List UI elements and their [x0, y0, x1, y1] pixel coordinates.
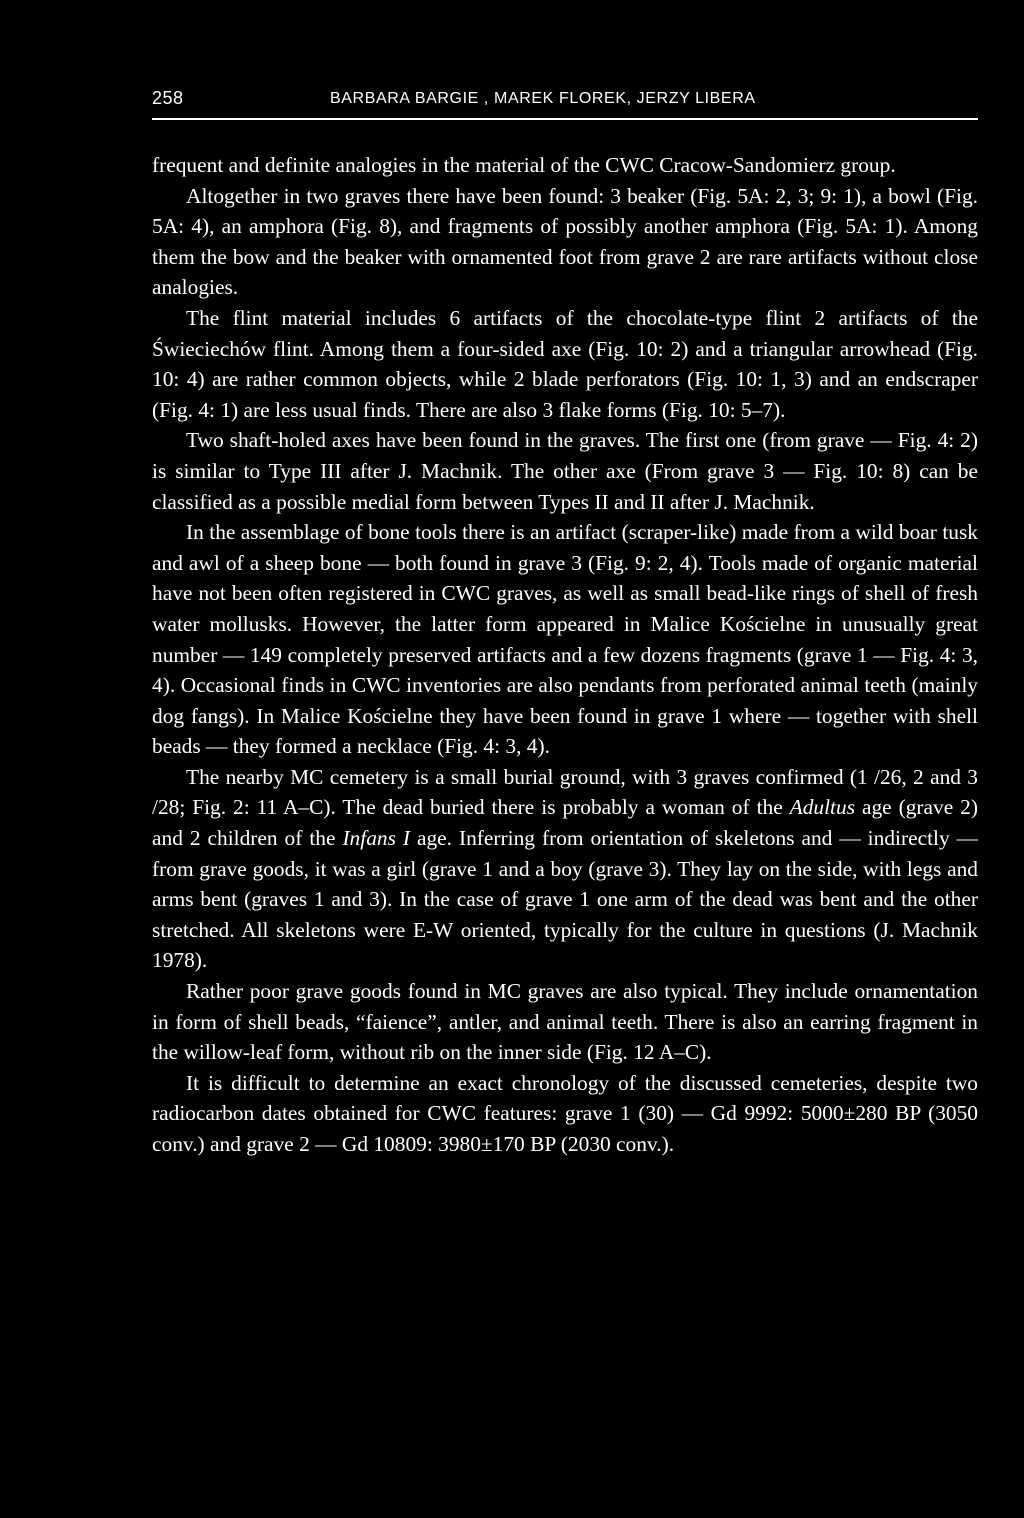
- italic-term-adultus: Adultus: [789, 795, 856, 820]
- paragraph-pottery: Altogether in two graves there have been found: 3 beaker (Fig. 5A: 2, 3; 9: 1), a bowl (Fig. 5A: 4), an amphora (Fig. 8), and fragments of possibly another amphora (Fig. 5A: 1). Among them the bow and the beaker with ornamented foot from grave 2 are rare artifacts without close analogies.: [152, 183, 978, 300]
- text-run: The nearby MC cemetery is a small burial ground, with 3 graves confirmed (1 /26, 2 and 3 /28; Fig. 2: 11 A–C). The dead buried there is probably a woman of the: [152, 764, 978, 820]
- paragraph-continued: frequent and definite analogies in the material of the CWC Cracow-Sandomierz group.: [152, 153, 896, 177]
- paragraph-axes: Two shaft-holed axes have been found in the graves. The first one (from grave — Fig. 4: 2) is similar to Type III after J. Machnik. The other axe (From grave 3 — Fig. 10: 8) can be classified as a possible medial form between Types II and II after J. Machnik.: [152, 428, 978, 514]
- paragraph-flint: The flint material includes 6 artifacts of the chocolate-type flint 2 artifacts of the Świeciechów flint. Among them a four-sided axe (Fig. 10: 2) and a triangular arrowhead (Fig. 10: 4) are rather common objects, while 2 blade perforators (Fig. 10: 1, 3) and an endscraper (Fig. 4: 1) are less usual finds. There are also 3 flake forms (Fig. 10: 5–7).: [152, 305, 978, 422]
- page-number: 258: [152, 88, 184, 108]
- text-run: age (grave 2) and 2 children of the: [152, 795, 978, 851]
- paragraph-grave-goods: Rather poor grave goods found in MC graves are also typical. They include ornamentation in form of shell beads, “faience”, antler, and animal teeth. There is also an earring fragment in the willow-leaf form, without rib on the inner side (Fig. 12 A–C).: [152, 979, 978, 1065]
- paragraph-chronology: It is difficult to determine an exact chronology of the discussed cemeteries, despite two radiocarbon dates obtained for CWC features: grave 1 (30) — Gd 9992: 5000±280 BP (3050 conv.) and grave 2 — Gd 10809: 3980±170 BP (2030 conv.).: [152, 1070, 978, 1156]
- paragraph-bone-tools: In the assemblage of bone tools there is an artifact (scraper-like) made from a wild boar tusk and awl of a sheep bone — both found in grave 3 (Fig. 9: 2, 4). Tools made of organic material have not been often registered in CWC graves, as well as small bead-like rings of shell of fresh water mollusks. However, the latter form appeared in Malice Kościelne in unusually great number — 149 completely preserved artifacts and a few dozens fragments (grave 1 — Fig. 4: 3, 4). Occasional finds in CWC inventories are also pendants from perforated animal teeth (mainly dog fangs). In Malice Kościelne they have been found in grave 1 where — together with shell beads — they formed a necklace (Fig. 4: 3, 4).: [152, 520, 978, 759]
- paragraph-mc-cemetery: [152, 762, 978, 976]
- header-authors: BARBARA BARGIE , MAREK FLOREK, JERZY LIBERA: [330, 90, 756, 107]
- body-text: [152, 150, 978, 1160]
- running-header: [152, 86, 978, 120]
- italic-term-infans: Infans I: [342, 826, 411, 851]
- text-run: age. Inferring from orientation of skeletons and — indirectly — from grave goods, it was a girl (grave 1 and a boy (grave 3). They lay on the side, with legs and arms bent (graves 1 and 3). In the case of grave 1 one arm of the dead was bent and the other stretched. All skeletons were E-W oriented, typically for the culture in questions (J. Machnik 1978).: [152, 826, 979, 973]
